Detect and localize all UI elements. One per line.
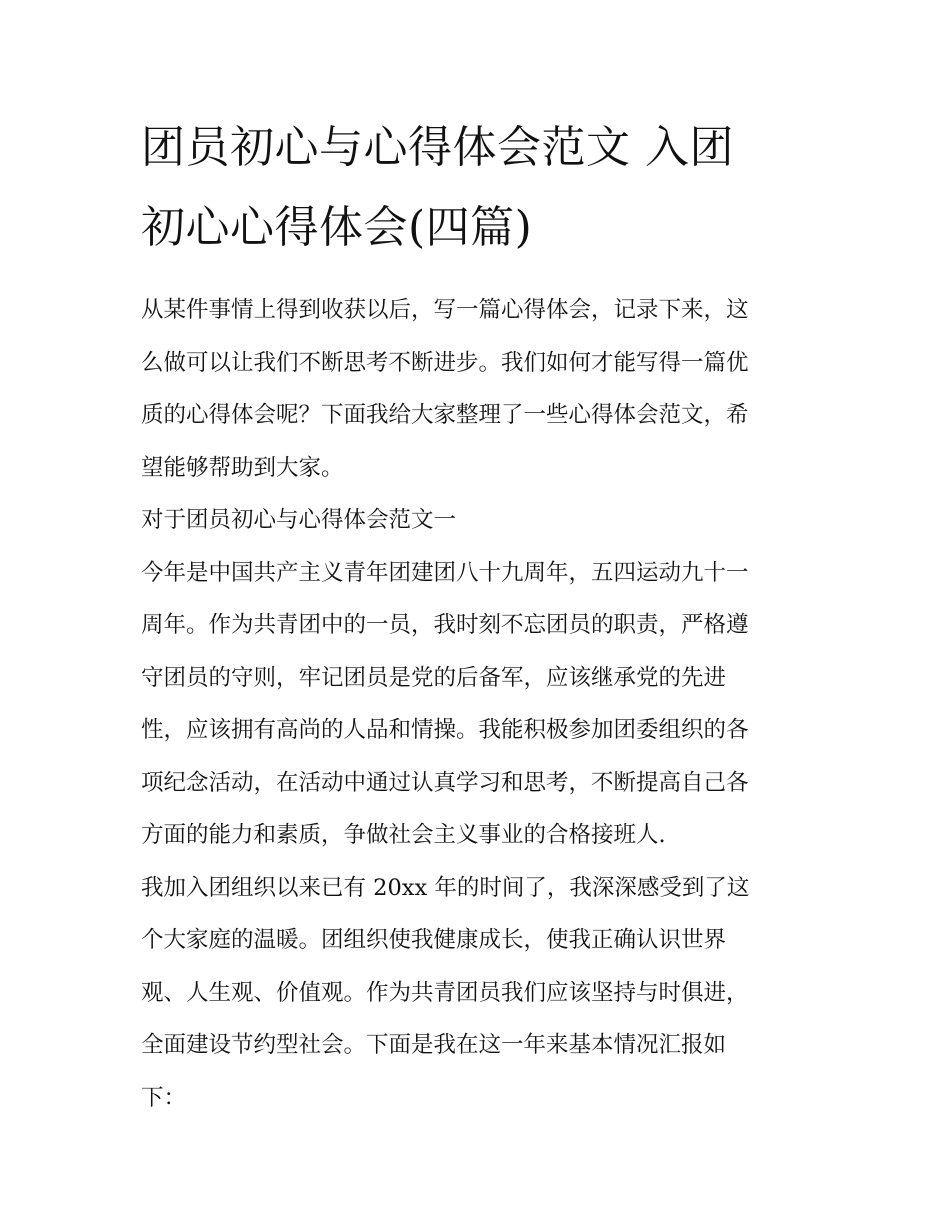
paragraph-line: 我加入团组织以来已有 20xx 年的时间了，我深深感受到了这 <box>141 874 750 901</box>
intro-line: 从某件事情上得到收获以后，写一篇心得体会，记录下来，这 <box>141 297 749 323</box>
document-title <box>141 108 813 268</box>
document-page <box>141 108 813 1124</box>
paragraph-line: 方面的能力和素质，争做社会主义事业的合格接班人. <box>141 822 666 848</box>
paragraph-line: 今年是中国共产主义青年团建团八十九周年，五四运动九十一 <box>141 559 749 586</box>
paragraph-line: 周年。作为共青团中的一员，我时刻不忘团员的职责，严格遵 <box>141 612 749 638</box>
intro-line: 么做可以让我们不断思考不断进步。我们如何才能写得一篇优 <box>141 349 749 376</box>
paragraph-line: 全面建设节约型社会。下面是我在这一年来基本情况汇报如 <box>141 1032 727 1058</box>
title-line: 团员初心与心得体会范文 入团 <box>141 122 734 173</box>
intro-line: 质的心得体会呢？下面我给大家整理了一些心得体会范文，希 <box>141 402 749 428</box>
paragraph-line: 守团员的守则，牢记团员是党的后备军，应该继承党的先进 <box>141 664 727 691</box>
section-heading: 对于团员初心与心得体会范文一 <box>141 507 457 533</box>
paragraph-line: 性，应该拥有高尚的人品和情操。我能积极参加团委组织的各 <box>141 717 749 743</box>
paragraph-line: 项纪念活动，在活动中通过认真学习和思考，不断提高自己各 <box>141 769 749 796</box>
intro-line: 望能够帮助到大家。 <box>141 454 344 481</box>
paragraph-line: 观、人生观、价值观。作为共青团员我们应该坚持与时俱进， <box>141 979 749 1006</box>
title-line: 初心心得体会(四篇) <box>141 202 533 253</box>
document-body <box>141 284 813 1124</box>
paragraph-line: 个大家庭的温暖。团组织使我健康成长，使我正确认识世界 <box>141 927 727 953</box>
paragraph-line: 下： <box>141 1084 187 1111</box>
